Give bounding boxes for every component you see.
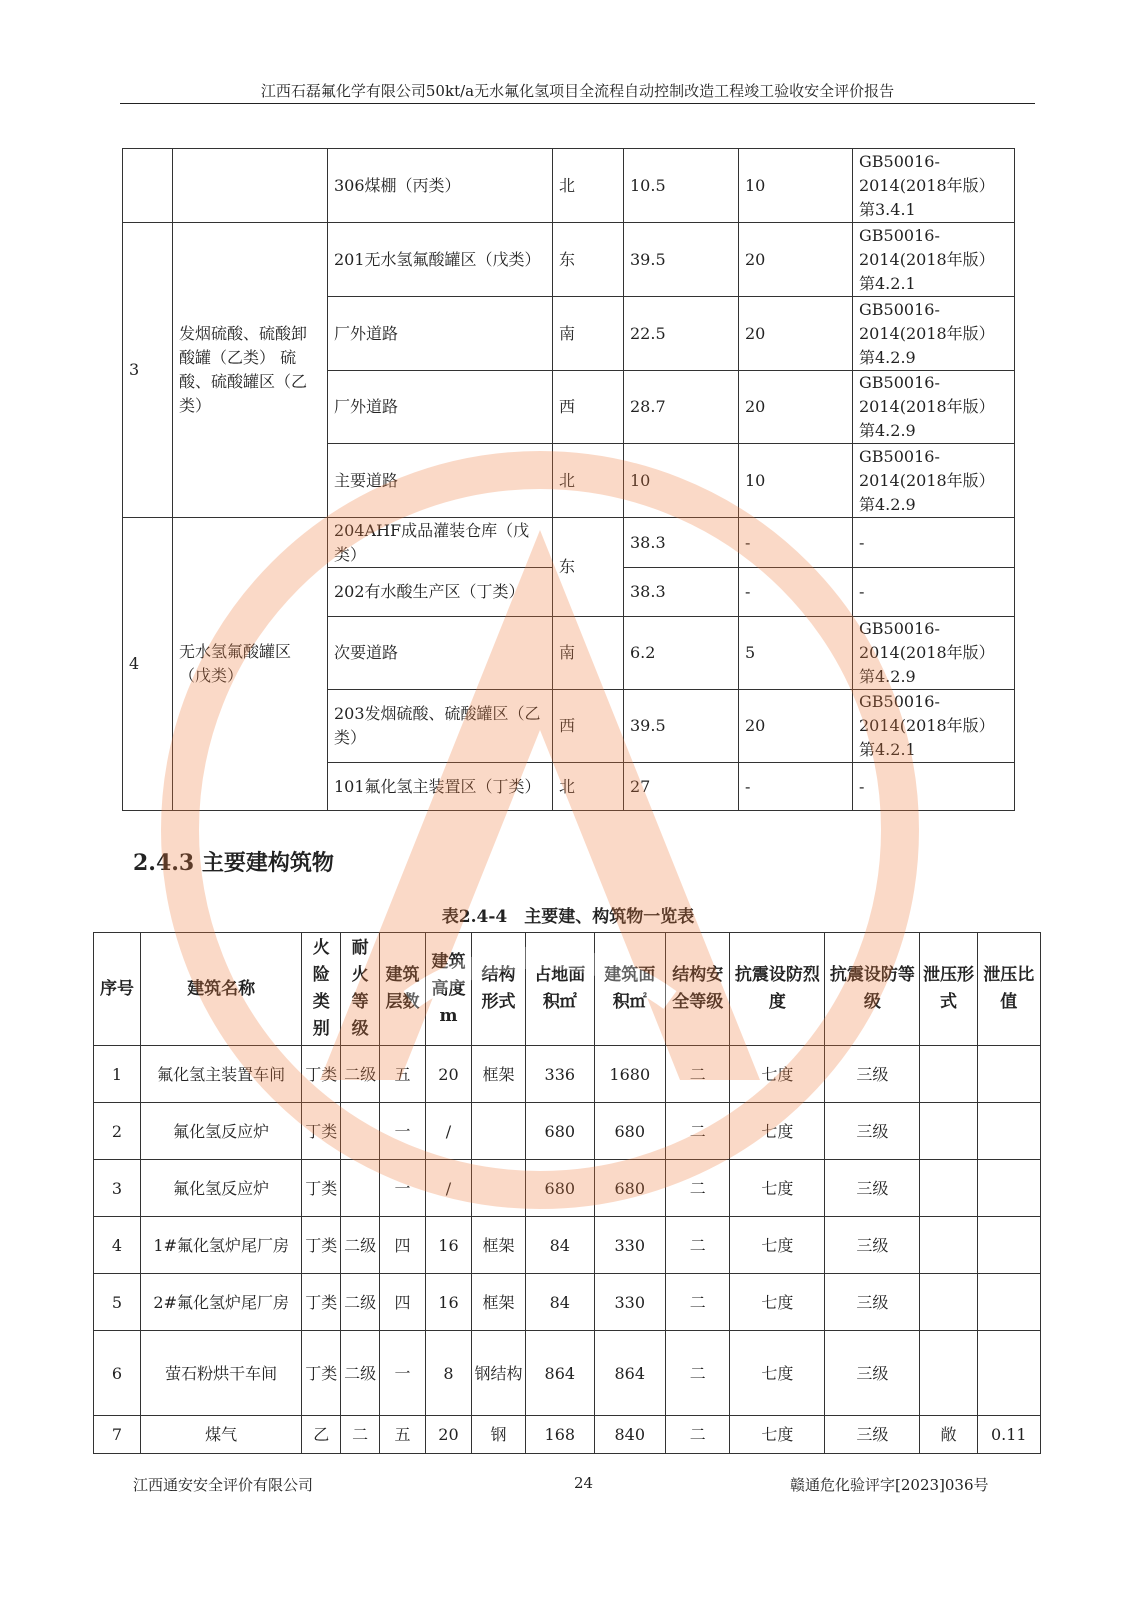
code-basis: -	[853, 518, 1015, 568]
seismic-grade: 三级	[825, 1274, 920, 1331]
row-number: 1	[94, 1046, 141, 1103]
buildings-table	[93, 932, 1041, 1454]
table-row	[94, 1160, 1041, 1217]
structural-safety-grade: 二	[666, 1274, 730, 1331]
footer-doc-number: 赣通危化验评字[2023]036号	[790, 1476, 989, 1494]
code-basis: GB50016-2014(2018年版）第4.2.9	[853, 617, 1015, 690]
required-distance: 20	[739, 371, 853, 444]
pressure-relief-ratio: 0.11	[977, 1416, 1040, 1454]
row-number	[123, 149, 173, 223]
col-header-fire-rating: 耐火等级	[341, 933, 380, 1046]
footprint-area: 336	[526, 1046, 594, 1103]
col-header-relief-form: 泄压形式	[920, 933, 977, 1046]
facility-name	[173, 149, 328, 223]
col-header-safety-grade: 结构安全等级	[666, 933, 730, 1046]
footprint-area: 864	[526, 1331, 594, 1416]
pressure-relief-form: 敞	[920, 1416, 977, 1454]
floor-count: 一	[380, 1160, 426, 1217]
table-row	[123, 518, 1015, 568]
pressure-relief-form	[920, 1103, 977, 1160]
seismic-grade: 三级	[825, 1103, 920, 1160]
building-name: 1#氟化氢炉尾厂房	[140, 1217, 301, 1274]
actual-distance: 6.2	[624, 617, 739, 690]
row-number: 7	[94, 1416, 141, 1454]
adjacent-target: 202有水酸生产区（丁类）	[328, 568, 553, 617]
structural-safety-grade: 二	[666, 1217, 730, 1274]
fire-rating: 二级	[341, 1217, 380, 1274]
required-distance: 20	[739, 297, 853, 371]
fire-rating: 二级	[341, 1331, 380, 1416]
col-header-seismic-grade: 抗震设防等级	[825, 933, 920, 1046]
required-distance: 10	[739, 149, 853, 223]
required-distance: -	[739, 568, 853, 617]
pressure-relief-ratio	[977, 1160, 1040, 1217]
floor-count: 五	[380, 1046, 426, 1103]
seismic-grade: 三级	[825, 1416, 920, 1454]
pressure-relief-form	[920, 1274, 977, 1331]
footprint-area: 680	[526, 1160, 594, 1217]
seismic-intensity: 七度	[730, 1331, 825, 1416]
footprint-area: 168	[526, 1416, 594, 1454]
structural-safety-grade: 二	[666, 1160, 730, 1217]
fire-hazard-class: 丁类	[302, 1217, 341, 1274]
distance-table	[122, 148, 1015, 811]
row-number: 2	[94, 1103, 141, 1160]
col-header-floor-area: 建筑面积㎡	[594, 933, 666, 1046]
actual-distance: 27	[624, 763, 739, 811]
direction: 北	[553, 149, 624, 223]
structure-type	[471, 1103, 525, 1160]
direction: 西	[553, 371, 624, 444]
actual-distance: 38.3	[624, 568, 739, 617]
fire-rating: 二级	[341, 1274, 380, 1331]
floor-count: 一	[380, 1103, 426, 1160]
fire-rating	[341, 1160, 380, 1217]
required-distance: 10	[739, 444, 853, 518]
col-header-height: 建筑高度m	[425, 933, 471, 1046]
required-distance: 5	[739, 617, 853, 690]
row-number: 5	[94, 1274, 141, 1331]
structure-type: 框架	[471, 1217, 525, 1274]
building-height: 16	[425, 1217, 471, 1274]
col-header-structure: 结构形式	[471, 933, 525, 1046]
direction: 西	[553, 690, 624, 763]
adjacent-target: 主要道路	[328, 444, 553, 518]
structural-safety-grade: 二	[666, 1331, 730, 1416]
pressure-relief-form	[920, 1217, 977, 1274]
page-header-title: 江西石磊氟化学有限公司50kt/a无水氟化氢项目全流程自动控制改造工程竣工验收安全评价报告	[260, 82, 895, 100]
actual-distance: 28.7	[624, 371, 739, 444]
building-height: /	[425, 1103, 471, 1160]
pressure-relief-form	[920, 1046, 977, 1103]
fire-rating	[341, 1103, 380, 1160]
adjacent-target: 101氟化氢主装置区（丁类）	[328, 763, 553, 811]
footer-company: 江西通安安全评价有限公司	[133, 1476, 314, 1494]
fire-hazard-class: 丁类	[302, 1103, 341, 1160]
pressure-relief-ratio	[977, 1274, 1040, 1331]
pressure-relief-ratio	[977, 1103, 1040, 1160]
direction: 南	[553, 617, 624, 690]
code-basis: GB50016-2014(2018年版）第4.2.1	[853, 690, 1015, 763]
seismic-grade: 三级	[825, 1160, 920, 1217]
row-number: 4	[94, 1217, 141, 1274]
seismic-intensity: 七度	[730, 1416, 825, 1454]
col-header-seismic-intensity: 抗震设防烈度	[730, 933, 825, 1046]
floor-area: 330	[594, 1274, 666, 1331]
section-heading: 2.4.3 主要建构筑物	[133, 850, 334, 876]
floor-area: 330	[594, 1217, 666, 1274]
pressure-relief-ratio	[977, 1331, 1040, 1416]
seismic-intensity: 七度	[730, 1046, 825, 1103]
pressure-relief-ratio	[977, 1046, 1040, 1103]
actual-distance: 22.5	[624, 297, 739, 371]
actual-distance: 10.5	[624, 149, 739, 223]
pressure-relief-form	[920, 1160, 977, 1217]
col-header-name: 建筑名称	[140, 933, 301, 1046]
building-height: 20	[425, 1046, 471, 1103]
structural-safety-grade: 二	[666, 1416, 730, 1454]
floor-area: 864	[594, 1331, 666, 1416]
fire-hazard-class: 丁类	[302, 1274, 341, 1331]
building-name: 氟化氢反应炉	[140, 1160, 301, 1217]
direction: 东	[553, 223, 624, 297]
table-row	[94, 1416, 1041, 1454]
fire-hazard-class: 丁类	[302, 1331, 341, 1416]
facility-name: 发烟硫酸、硫酸卸酸罐（乙类） 硫酸、硫酸罐区（乙类）	[173, 223, 328, 518]
facility-name: 无水氢氟酸罐区（戊类）	[173, 518, 328, 811]
actual-distance: 38.3	[624, 518, 739, 568]
code-basis: GB50016-2014(2018年版）第4.2.9	[853, 444, 1015, 518]
floor-area: 680	[594, 1103, 666, 1160]
fire-hazard-class: 丁类	[302, 1046, 341, 1103]
seismic-grade: 三级	[825, 1046, 920, 1103]
building-name: 煤气	[140, 1416, 301, 1454]
table-row	[94, 1217, 1041, 1274]
col-header-fire-class: 火险类别	[302, 933, 341, 1046]
floor-area: 840	[594, 1416, 666, 1454]
required-distance: -	[739, 763, 853, 811]
row-number: 3	[123, 223, 173, 518]
floor-count: 一	[380, 1331, 426, 1416]
floor-count: 四	[380, 1274, 426, 1331]
direction: 南	[553, 297, 624, 371]
code-basis: -	[853, 568, 1015, 617]
fire-rating: 二	[341, 1416, 380, 1454]
fire-rating: 二级	[341, 1046, 380, 1103]
pressure-relief-ratio	[977, 1217, 1040, 1274]
seismic-intensity: 七度	[730, 1274, 825, 1331]
col-header-floors: 建筑层数	[380, 933, 426, 1046]
actual-distance: 39.5	[624, 223, 739, 297]
header-rule	[120, 103, 1035, 104]
required-distance: 20	[739, 690, 853, 763]
structure-type	[471, 1160, 525, 1217]
building-height: 16	[425, 1274, 471, 1331]
col-header-no: 序号	[94, 933, 141, 1046]
building-name: 氟化氢反应炉	[140, 1103, 301, 1160]
table-row	[94, 1103, 1041, 1160]
table-row	[123, 223, 1015, 297]
direction: 东	[553, 518, 624, 617]
structural-safety-grade: 二	[666, 1103, 730, 1160]
adjacent-target: 次要道路	[328, 617, 553, 690]
required-distance: 20	[739, 223, 853, 297]
seismic-grade: 三级	[825, 1217, 920, 1274]
seismic-intensity: 七度	[730, 1217, 825, 1274]
table-row	[123, 149, 1015, 223]
structural-safety-grade: 二	[666, 1046, 730, 1103]
pressure-relief-form	[920, 1331, 977, 1416]
actual-distance: 39.5	[624, 690, 739, 763]
table-header-row	[94, 933, 1041, 1046]
required-distance: -	[739, 518, 853, 568]
table-row	[94, 1046, 1041, 1103]
floor-count: 五	[380, 1416, 426, 1454]
direction: 北	[553, 444, 624, 518]
building-name: 2#氟化氢炉尾厂房	[140, 1274, 301, 1331]
code-basis: GB50016-2014(2018年版）第3.4.1	[853, 149, 1015, 223]
floor-count: 四	[380, 1217, 426, 1274]
floor-area: 1680	[594, 1046, 666, 1103]
adjacent-target: 204AHF成品灌装仓库（戊类）	[328, 518, 553, 568]
footprint-area: 680	[526, 1103, 594, 1160]
code-basis: GB50016-2014(2018年版）第4.2.9	[853, 297, 1015, 371]
structure-type: 框架	[471, 1046, 525, 1103]
adjacent-target: 厂外道路	[328, 371, 553, 444]
footprint-area: 84	[526, 1274, 594, 1331]
adjacent-target: 厂外道路	[328, 297, 553, 371]
adjacent-target: 201无水氢氟酸罐区（戊类）	[328, 223, 553, 297]
adjacent-target: 306煤棚（丙类）	[328, 149, 553, 223]
table-caption: 表2.4-4 主要建、构筑物一览表	[441, 907, 695, 927]
floor-area: 680	[594, 1160, 666, 1217]
building-name: 氟化氢主装置车间	[140, 1046, 301, 1103]
col-header-footprint: 占地面积㎡	[526, 933, 594, 1046]
footprint-area: 84	[526, 1217, 594, 1274]
seismic-intensity: 七度	[730, 1160, 825, 1217]
building-height: 8	[425, 1331, 471, 1416]
table-row	[94, 1274, 1041, 1331]
seismic-grade: 三级	[825, 1331, 920, 1416]
fire-hazard-class: 乙	[302, 1416, 341, 1454]
building-name: 萤石粉烘干车间	[140, 1331, 301, 1416]
row-number: 4	[123, 518, 173, 811]
row-number: 3	[94, 1160, 141, 1217]
page-number: 24	[574, 1474, 594, 1492]
structure-type: 框架	[471, 1274, 525, 1331]
seismic-intensity: 七度	[730, 1103, 825, 1160]
row-number: 6	[94, 1331, 141, 1416]
structure-type: 钢结构	[471, 1331, 525, 1416]
direction: 北	[553, 763, 624, 811]
actual-distance: 10	[624, 444, 739, 518]
code-basis: GB50016-2014(2018年版）第4.2.1	[853, 223, 1015, 297]
col-header-relief-ratio: 泄压比值	[977, 933, 1040, 1046]
structure-type: 钢	[471, 1416, 525, 1454]
building-height: /	[425, 1160, 471, 1217]
table-row	[94, 1331, 1041, 1416]
adjacent-target: 203发烟硫酸、硫酸罐区（乙类）	[328, 690, 553, 763]
code-basis: -	[853, 763, 1015, 811]
code-basis: GB50016-2014(2018年版）第4.2.9	[853, 371, 1015, 444]
fire-hazard-class: 丁类	[302, 1160, 341, 1217]
building-height: 20	[425, 1416, 471, 1454]
